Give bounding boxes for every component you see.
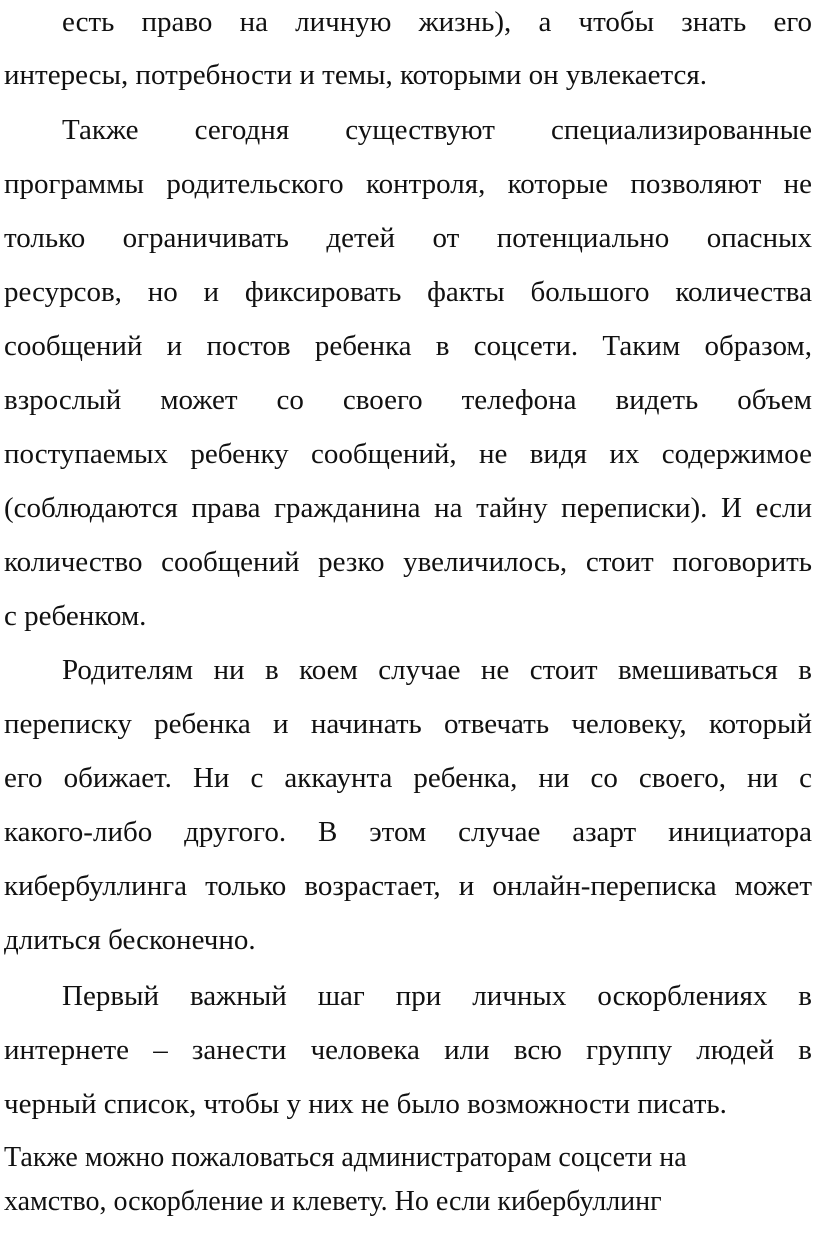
text-line: переписку ребенка и начинать отвечать человеку, который: [4, 708, 812, 740]
text-line: Первый важный шаг при личных оскорблениях в: [62, 980, 812, 1012]
text-line: Также сегодня существуют специализированные: [62, 114, 812, 146]
text-line: только ограничивать детей от потенциально опасных: [4, 222, 812, 254]
text-line: Также можно пожаловаться администраторам соцсети на: [4, 1142, 687, 1173]
text-line: хамство, оскорбление и клевету. Но если кибербуллинг: [4, 1186, 662, 1217]
text-line: Родителям ни в коем случае не стоит вмешиваться в: [62, 654, 812, 686]
text-line: программы родительского контроля, которые позволяют не: [4, 168, 812, 200]
text-line: длиться бесконечно.: [4, 924, 256, 956]
text-line: сообщений и постов ребенка в соцсети. Таким образом,: [4, 330, 812, 362]
text-line: поступаемых ребенку сообщений, не видя их содержимое: [4, 438, 812, 470]
text-line: есть право на личную жизнь), а чтобы знать его: [62, 6, 812, 38]
text-line: интернете – занести человека или всю группу людей в: [4, 1034, 812, 1066]
text-line: его обижает. Ни с аккаунта ребенка, ни со своего, ни с: [4, 762, 812, 794]
text-line: черный список, чтобы у них не было возможности писать.: [4, 1088, 727, 1120]
text-line: количество сообщений резко увеличилось, стоит поговорить: [4, 546, 812, 578]
text-line: взрослый может со своего телефона видеть объем: [4, 384, 812, 416]
text-line: кибербуллинга только возрастает, и онлайн-переписка может: [4, 870, 812, 902]
text-line: какого-либо другого. В этом случае азарт инициатора: [4, 816, 812, 848]
text-line: интересы, потребности и темы, которыми он увлекается.: [4, 59, 707, 91]
text-line: ресурсов, но и фиксировать факты большого количества: [4, 276, 812, 308]
text-line: с ребенком.: [4, 600, 147, 632]
text-line: (соблюдаются права гражданина на тайну переписки). И если: [4, 492, 812, 524]
